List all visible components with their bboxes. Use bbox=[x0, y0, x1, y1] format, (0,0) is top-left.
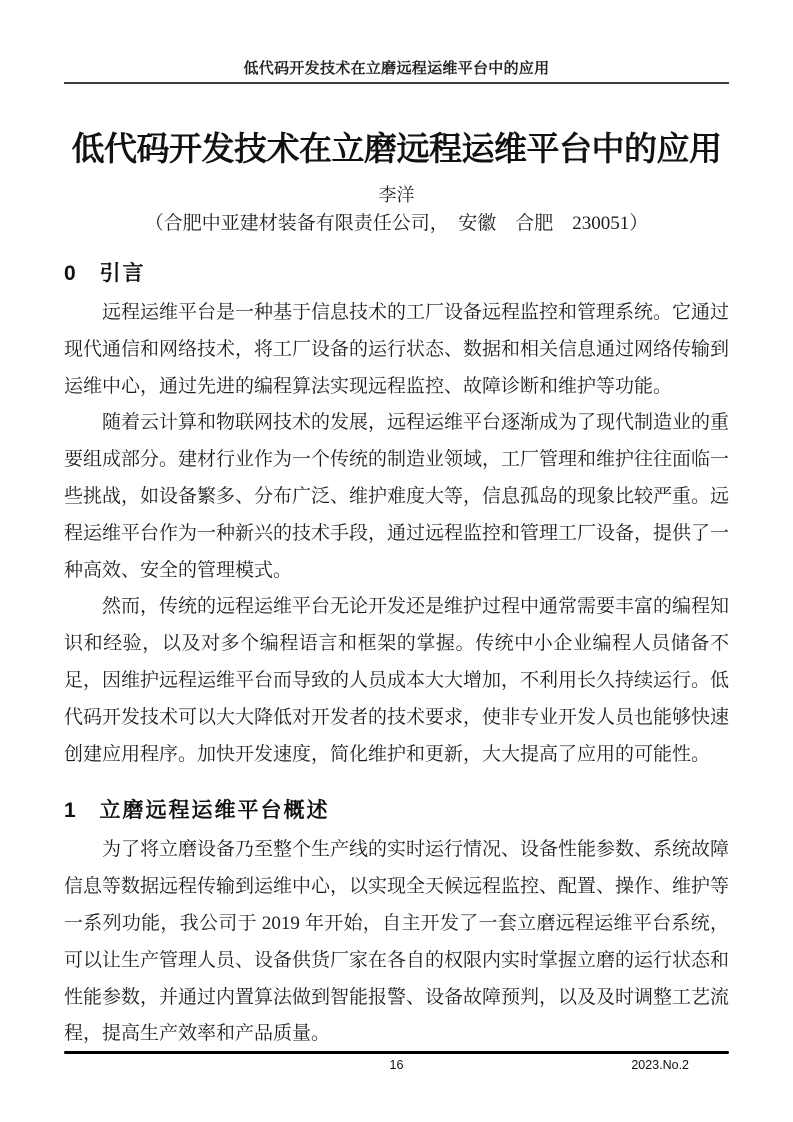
running-header-title: 低代码开发技术在立磨远程运维平台中的应用 bbox=[243, 61, 550, 77]
page-number: 16 bbox=[389, 1058, 404, 1072]
author-affiliation: （合肥中亚建材装备有限责任公司， 安徽 合肥 230051） bbox=[144, 213, 649, 234]
issue-number: 2023.No.2 bbox=[631, 1058, 689, 1072]
footer-row bbox=[64, 1058, 729, 1074]
section-heading-introduction bbox=[64, 260, 729, 288]
section-title: 立磨远程运维平台概述 bbox=[99, 799, 330, 823]
paper-title: 低代码开发技术在立磨远程运维平台中的应用 bbox=[71, 130, 722, 167]
section-number: 1 bbox=[64, 799, 76, 823]
footer-rule bbox=[64, 1051, 729, 1054]
article-body bbox=[64, 260, 729, 1053]
section-introduction bbox=[64, 260, 729, 773]
paragraph: 然而，传统的远程运维平台无论开发还是维护过程中通常需要丰富的编程知识和经验，以及对多个编程语言和框架的掌握。传统中小企业编程人员储备不足，因维护远程运维平台而导致的人员成本大大增加，不利用长久持续运行。低代码开发技术可以大大降低对开发者的技术要求，使非专业开发人员也能够快速创建应用程序。加快开发速度，简化维护和更新，大大提高了应用的可能性。 bbox=[64, 596, 730, 765]
page-footer bbox=[64, 1051, 729, 1074]
section-number: 0 bbox=[64, 262, 76, 285]
header-rule bbox=[64, 82, 729, 84]
paragraph: 为了将立磨设备乃至整个生产线的实时运行情况、设备性能参数、系统故障信息等数据远程传输到运维中心，以实现全天候远程监控、配置、操作、维护等一系列功能，我公司于 2019 年开始，自主开发了一套立磨远程运维平台系统，可以让生产管理人员、设备供货厂家在各自的权限内实时掌握立磨的运行状态和性能参数，并通过内置算法做到智能报警、设备故障预判，以及及时调整工艺流程，提高生产效率和产品质量。 bbox=[64, 839, 730, 1045]
paragraph: 随着云计算和物联网技术的发展，远程运维平台逐渐成为了现代制造业的重要组成部分。建材行业作为一个传统的制造业领域，工厂管理和维护往往面临一些挑战，如设备繁多、分布广泛、维护难度大等，信息孤岛的现象比较严重。远程运维平台作为一种新兴的技术手段，通过远程监控和管理工厂设备，提供了一种高效、安全的管理模式。 bbox=[64, 412, 730, 581]
author-name: 李洋 bbox=[378, 185, 415, 205]
section-platform-overview bbox=[64, 797, 729, 1053]
section-title: 引言 bbox=[99, 262, 146, 285]
paragraph: 远程运维平台是一种基于信息技术的工厂设备远程监控和管理系统。它通过现代通信和网络技术，将工厂设备的运行状态、数据和相关信息通过网络传输到运维中心，通过先进的编程算法实现远程监控、故障诊断和维护等功能。 bbox=[64, 302, 730, 397]
section-heading-platform-overview bbox=[64, 797, 729, 825]
